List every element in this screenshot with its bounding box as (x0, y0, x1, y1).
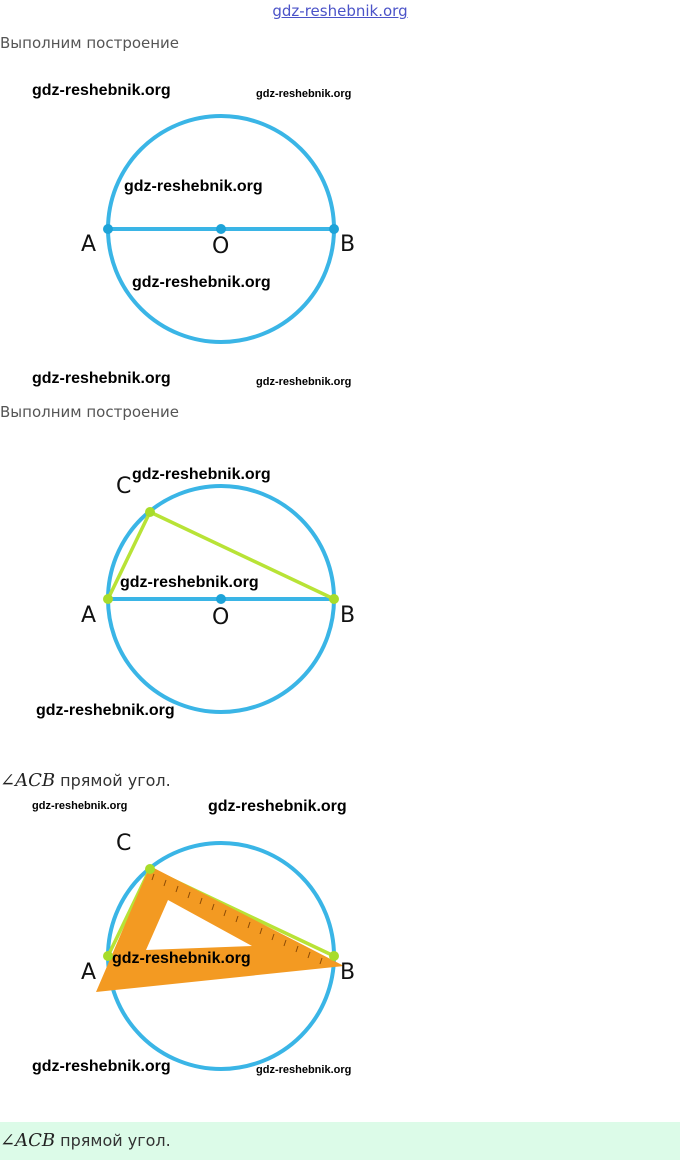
step-1-heading: Выполним построение (0, 34, 180, 52)
label-point-b: B (340, 960, 356, 985)
watermark: gdz-reshebnik.org (32, 800, 128, 812)
point-b-dot (329, 951, 339, 961)
result-label: прямой угол. (55, 1131, 171, 1150)
label-point-a: A (81, 960, 97, 985)
label-point-a: A (81, 603, 97, 628)
point-c-dot (145, 864, 155, 874)
conclusion-label: прямой угол. (55, 771, 171, 790)
watermark: gdz-reshebnik.org (208, 798, 347, 815)
watermark: gdz-reshebnik.org (32, 370, 171, 387)
label-point-a: A (81, 232, 97, 257)
watermark: gdz-reshebnik.org (132, 274, 271, 291)
watermark: gdz-reshebnik.org (124, 178, 263, 195)
angle-acb-formula: ∠ACB (0, 770, 56, 791)
label-point-c: C (116, 474, 132, 499)
site-link[interactable]: gdz-reshebnik.org (272, 2, 408, 20)
label-point-b: B (340, 232, 356, 257)
label-point-c: C (116, 831, 132, 856)
watermark: gdz-reshebnik.org (36, 702, 175, 719)
label-point-o: O (212, 605, 230, 630)
watermark: gdz-reshebnik.org (32, 82, 171, 99)
watermark: gdz-reshebnik.org (32, 1058, 171, 1075)
angle-acb-formula: ∠ACB (0, 1130, 56, 1151)
watermark: gdz-reshebnik.org (132, 466, 271, 483)
watermark: gdz-reshebnik.org (120, 574, 259, 591)
step-2-heading: Выполним построение (0, 403, 180, 421)
watermark: gdz-reshebnik.org (112, 950, 251, 967)
watermark: gdz-reshebnik.org (256, 376, 352, 388)
watermark: gdz-reshebnik.org (256, 1064, 352, 1076)
watermark: gdz-reshebnik.org (256, 88, 352, 100)
result-text (0, 1130, 171, 1151)
label-point-b: B (340, 603, 356, 628)
label-point-o: O (212, 234, 230, 259)
